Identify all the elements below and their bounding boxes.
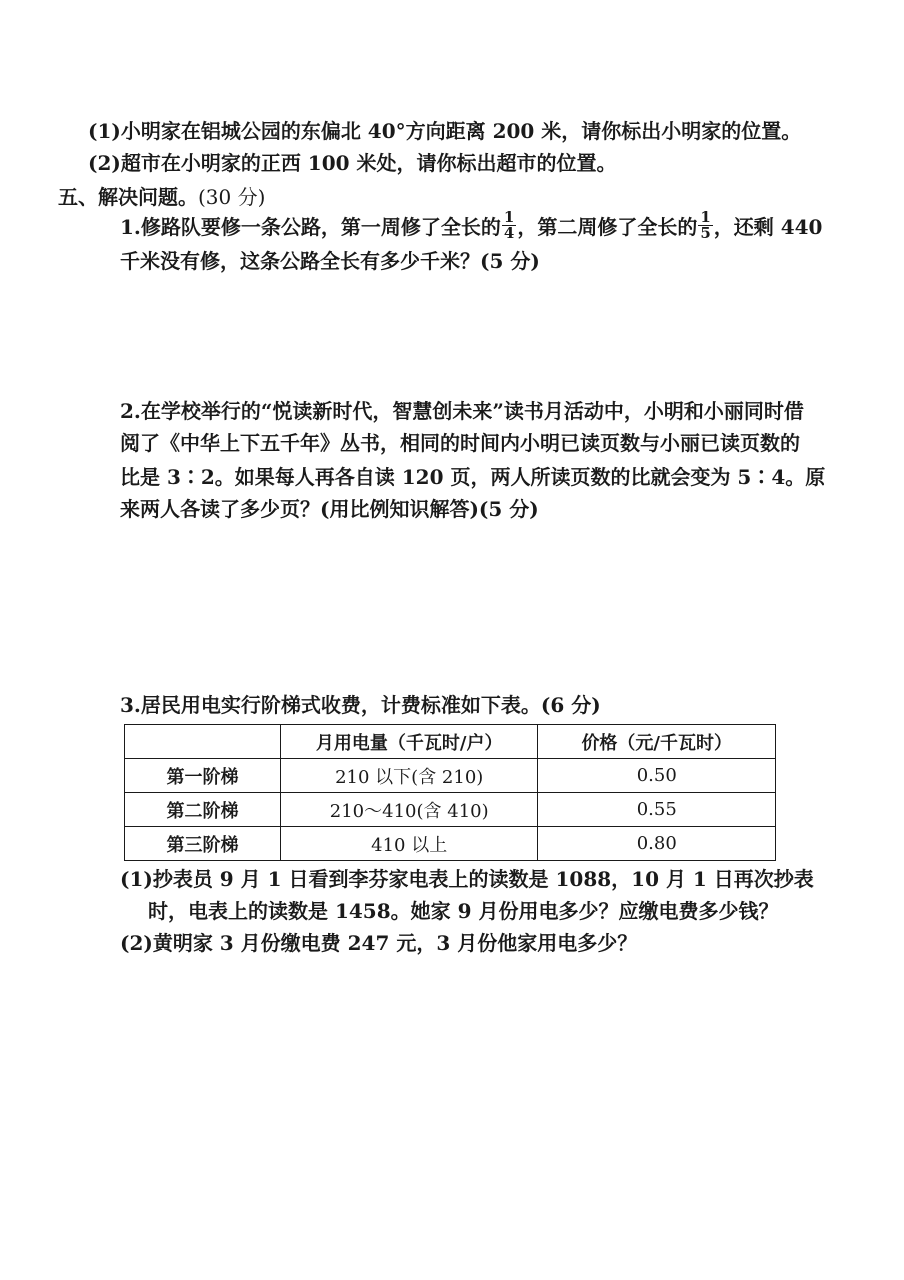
usage-range: 210 以下(含 210) bbox=[280, 759, 538, 793]
table-header-cell: 价格（元/千瓦时） bbox=[538, 725, 776, 759]
problem-3-sub1-line-2: 时，电表上的读数是 1458。她家 9 月份用电多少？应缴电费多少钱？ bbox=[148, 899, 779, 923]
usage-range: 410 以上 bbox=[280, 827, 538, 861]
problem-2-line-3: 比是 3∶2。如果每人再各自读 120 页，两人所读页数的比就会变为 5∶4。原 bbox=[120, 465, 826, 489]
price: 0.55 bbox=[538, 793, 776, 827]
table-header-cell: 月用电量（千瓦时/户） bbox=[280, 725, 538, 759]
table-row bbox=[125, 827, 776, 861]
table-header-row bbox=[125, 725, 776, 759]
section-title: 五、解决问题。 bbox=[58, 185, 198, 209]
q4-sub1: (1)小明家在铝城公园的东偏北 40°方向距离 200 米，请你标出小明家的位置。 bbox=[88, 119, 802, 143]
table-header-cell bbox=[125, 725, 281, 759]
usage-range: 210～410(含 410) bbox=[280, 793, 538, 827]
table-row bbox=[125, 759, 776, 793]
fraction-numerator: 1 bbox=[700, 208, 711, 226]
section-heading bbox=[58, 182, 265, 212]
problem-2-line-1: 2.在学校举行的“悦读新时代，智慧创未来”读书月活动中，小明和小丽同时借 bbox=[120, 399, 804, 423]
tier-name: 第一阶梯 bbox=[125, 759, 281, 793]
section-score: (30 分) bbox=[198, 185, 266, 209]
table-row bbox=[125, 793, 776, 827]
fraction-one-fifth bbox=[698, 210, 712, 241]
problem-2-line-2: 阅了《中华上下五千年》丛书，相同的时间内小明已读页数与小丽已读页数的 bbox=[120, 431, 800, 455]
problem-1-text-c: ，还剩 440 bbox=[713, 215, 823, 239]
problem-3-sub2: (2)黄明家 3 月份缴电费 247 元，3 月份他家用电多少？ bbox=[120, 931, 638, 955]
problem-1-line-1 bbox=[120, 208, 823, 244]
q4-sub2: (2)超市在小明家的正西 100 米处，请你标出超市的位置。 bbox=[88, 151, 617, 175]
price: 0.80 bbox=[538, 827, 776, 861]
problem-1-text-a: 1.修路队要修一条公路，第一周修了全长的 bbox=[120, 215, 501, 239]
tariff-table bbox=[124, 724, 776, 861]
problem-1-line-2: 千米没有修，这条公路全长有多少千米？(5 分) bbox=[120, 249, 540, 273]
tier-name: 第三阶梯 bbox=[125, 827, 281, 861]
fraction-numerator: 1 bbox=[503, 208, 515, 226]
price: 0.50 bbox=[538, 759, 776, 793]
fraction-denominator: 4 bbox=[503, 224, 515, 242]
fraction-denominator: 5 bbox=[700, 224, 711, 242]
problem-1-text-b: ，第二周修了全长的 bbox=[517, 215, 698, 239]
fraction-one-quarter bbox=[502, 210, 516, 241]
problem-2-line-4: 来两人各读了多少页？(用比例知识解答)(5 分) bbox=[120, 497, 539, 521]
tier-name: 第二阶梯 bbox=[125, 793, 281, 827]
problem-3-intro: 3.居民用电实行阶梯式收费，计费标准如下表。(6 分) bbox=[120, 693, 601, 717]
problem-3-sub1-line-1: (1)抄表员 9 月 1 日看到李芬家电表上的读数是 1088，10 月 1 日再次抄表 bbox=[120, 867, 814, 891]
